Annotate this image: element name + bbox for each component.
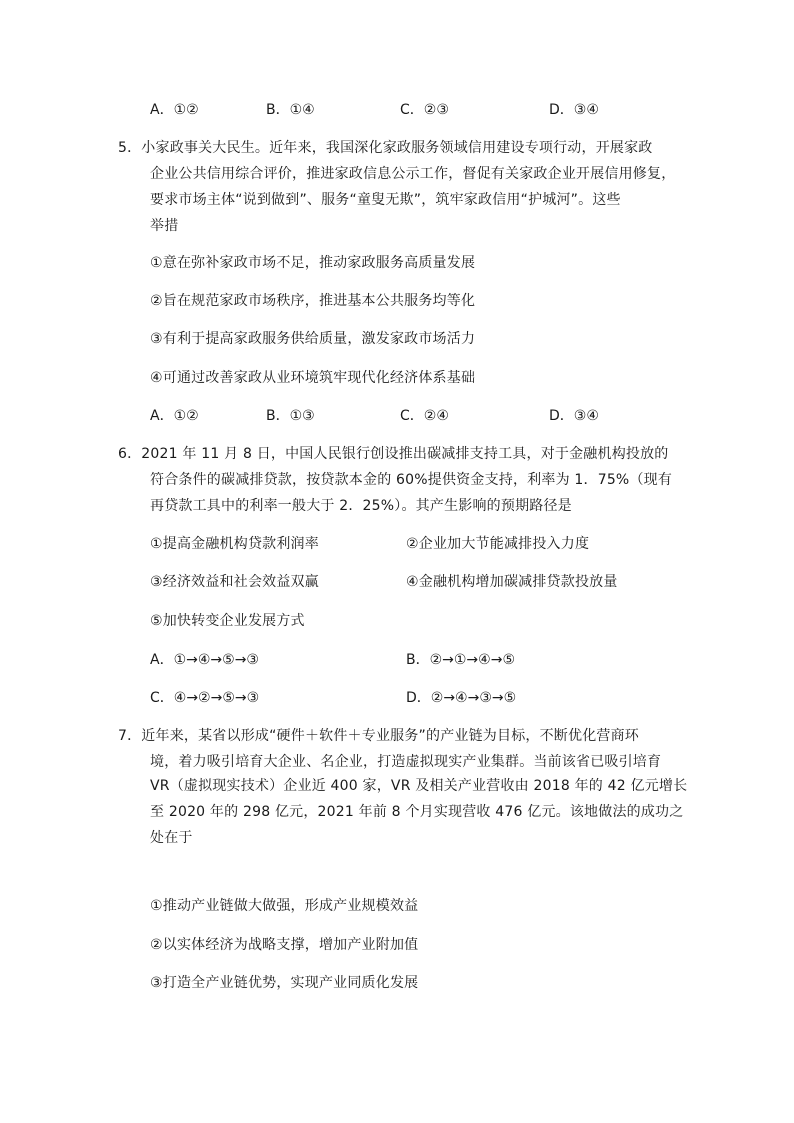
q7-item-2: ②以实体经济为战略支撑，增加产业附加值 — [150, 937, 419, 953]
q7-stem-line: 处在于 — [150, 830, 193, 846]
q6-item-1: ①提高金融机构贷款利润率 — [150, 536, 319, 552]
q5-item-2: ②旨在规范家政市场秩序，推进基本公共服务均等化 — [150, 293, 476, 309]
q4-option-a: A．①② — [150, 102, 199, 118]
q7-item-3: ③打造全产业链优势，实现产业同质化发展 — [150, 975, 419, 991]
q5-stem-line: 要求市场主体“说到做到”、服务“童叟无欺”，筑牢家政信用“护城河”。这些 — [150, 192, 621, 208]
q4-option-d: D．③④ — [549, 102, 599, 118]
q5-option-c: C．②④ — [400, 408, 449, 424]
q6-item-3: ③经济效益和社会效益双赢 — [150, 574, 319, 590]
q7-stem-line: 至 2020 年的 298 亿元，2021 年前 8 个月实现营收 476 亿元。该地做法的成功之 — [150, 804, 684, 820]
q5-item-3: ③有利于提高家政服务供给质量，激发家政市场活力 — [150, 331, 476, 347]
q5-option-a: A．①② — [150, 408, 199, 424]
q6-option-b: B．②→①→④→⑤ — [406, 652, 515, 668]
q6-stem-line: 6．2021 年 11 月 8 日，中国人民银行创设推出碳减排支持工具，对于金融机构投放的 — [118, 446, 669, 462]
q4-option-b: B．①④ — [266, 102, 315, 118]
q7-item-1: ①推动产业链做大做强，形成产业规模效益 — [150, 898, 419, 914]
q4-option-c: C．②③ — [400, 102, 449, 118]
q6-option-d: D．②→④→③→⑤ — [406, 690, 517, 706]
q6-option-c: C．④→②→⑤→③ — [150, 690, 260, 706]
q6-stem-line: 再贷款工具中的利率一般大于 2．25%）。其产生影响的预期路径是 — [150, 498, 572, 514]
q5-option-b: B．①③ — [266, 408, 315, 424]
q7-stem-line: VR（虚拟现实技术）企业近 400 家，VR 及相关产业营收由 2018 年的 42 亿元增长 — [150, 778, 688, 794]
q5-item-1: ①意在弥补家政市场不足，推动家政服务高质量发展 — [150, 255, 476, 271]
q6-item-2: ②企业加大节能减排投入力度 — [406, 536, 590, 552]
q6-item-5: ⑤加快转变企业发展方式 — [150, 613, 305, 629]
q7-stem-line: 境，着力吸引培育大企业、名企业，打造虚拟现实产业集群。当前该省已吸引培育 — [150, 754, 662, 770]
q6-item-4: ④金融机构增加碳减排贷款投放量 — [406, 574, 618, 590]
q5-item-4: ④可通过改善家政从业环境筑牢现代化经济体系基础 — [150, 370, 476, 386]
q5-stem-line: 举措 — [150, 218, 179, 234]
q6-stem-line: 符合条件的碳减排贷款，按贷款本金的 60%提供资金支持，利率为 1．75%（现有 — [150, 472, 673, 488]
q5-option-d: D．③④ — [549, 408, 599, 424]
q6-option-a: A．①→④→⑤→③ — [150, 652, 259, 668]
q5-stem-line: 5．小家政事关大民生。近年来，我国深化家政服务领域信用建设专项行动，开展家政 — [118, 140, 653, 156]
q5-stem-line: 企业公共信用综合评价，推进家政信息公示工作，督促有关家政企业开展信用修复， — [150, 166, 676, 182]
q7-stem-line: 7．近年来，某省以形成“硬件＋软件＋专业服务”的产业链为目标，不断优化营商环 — [118, 728, 640, 744]
